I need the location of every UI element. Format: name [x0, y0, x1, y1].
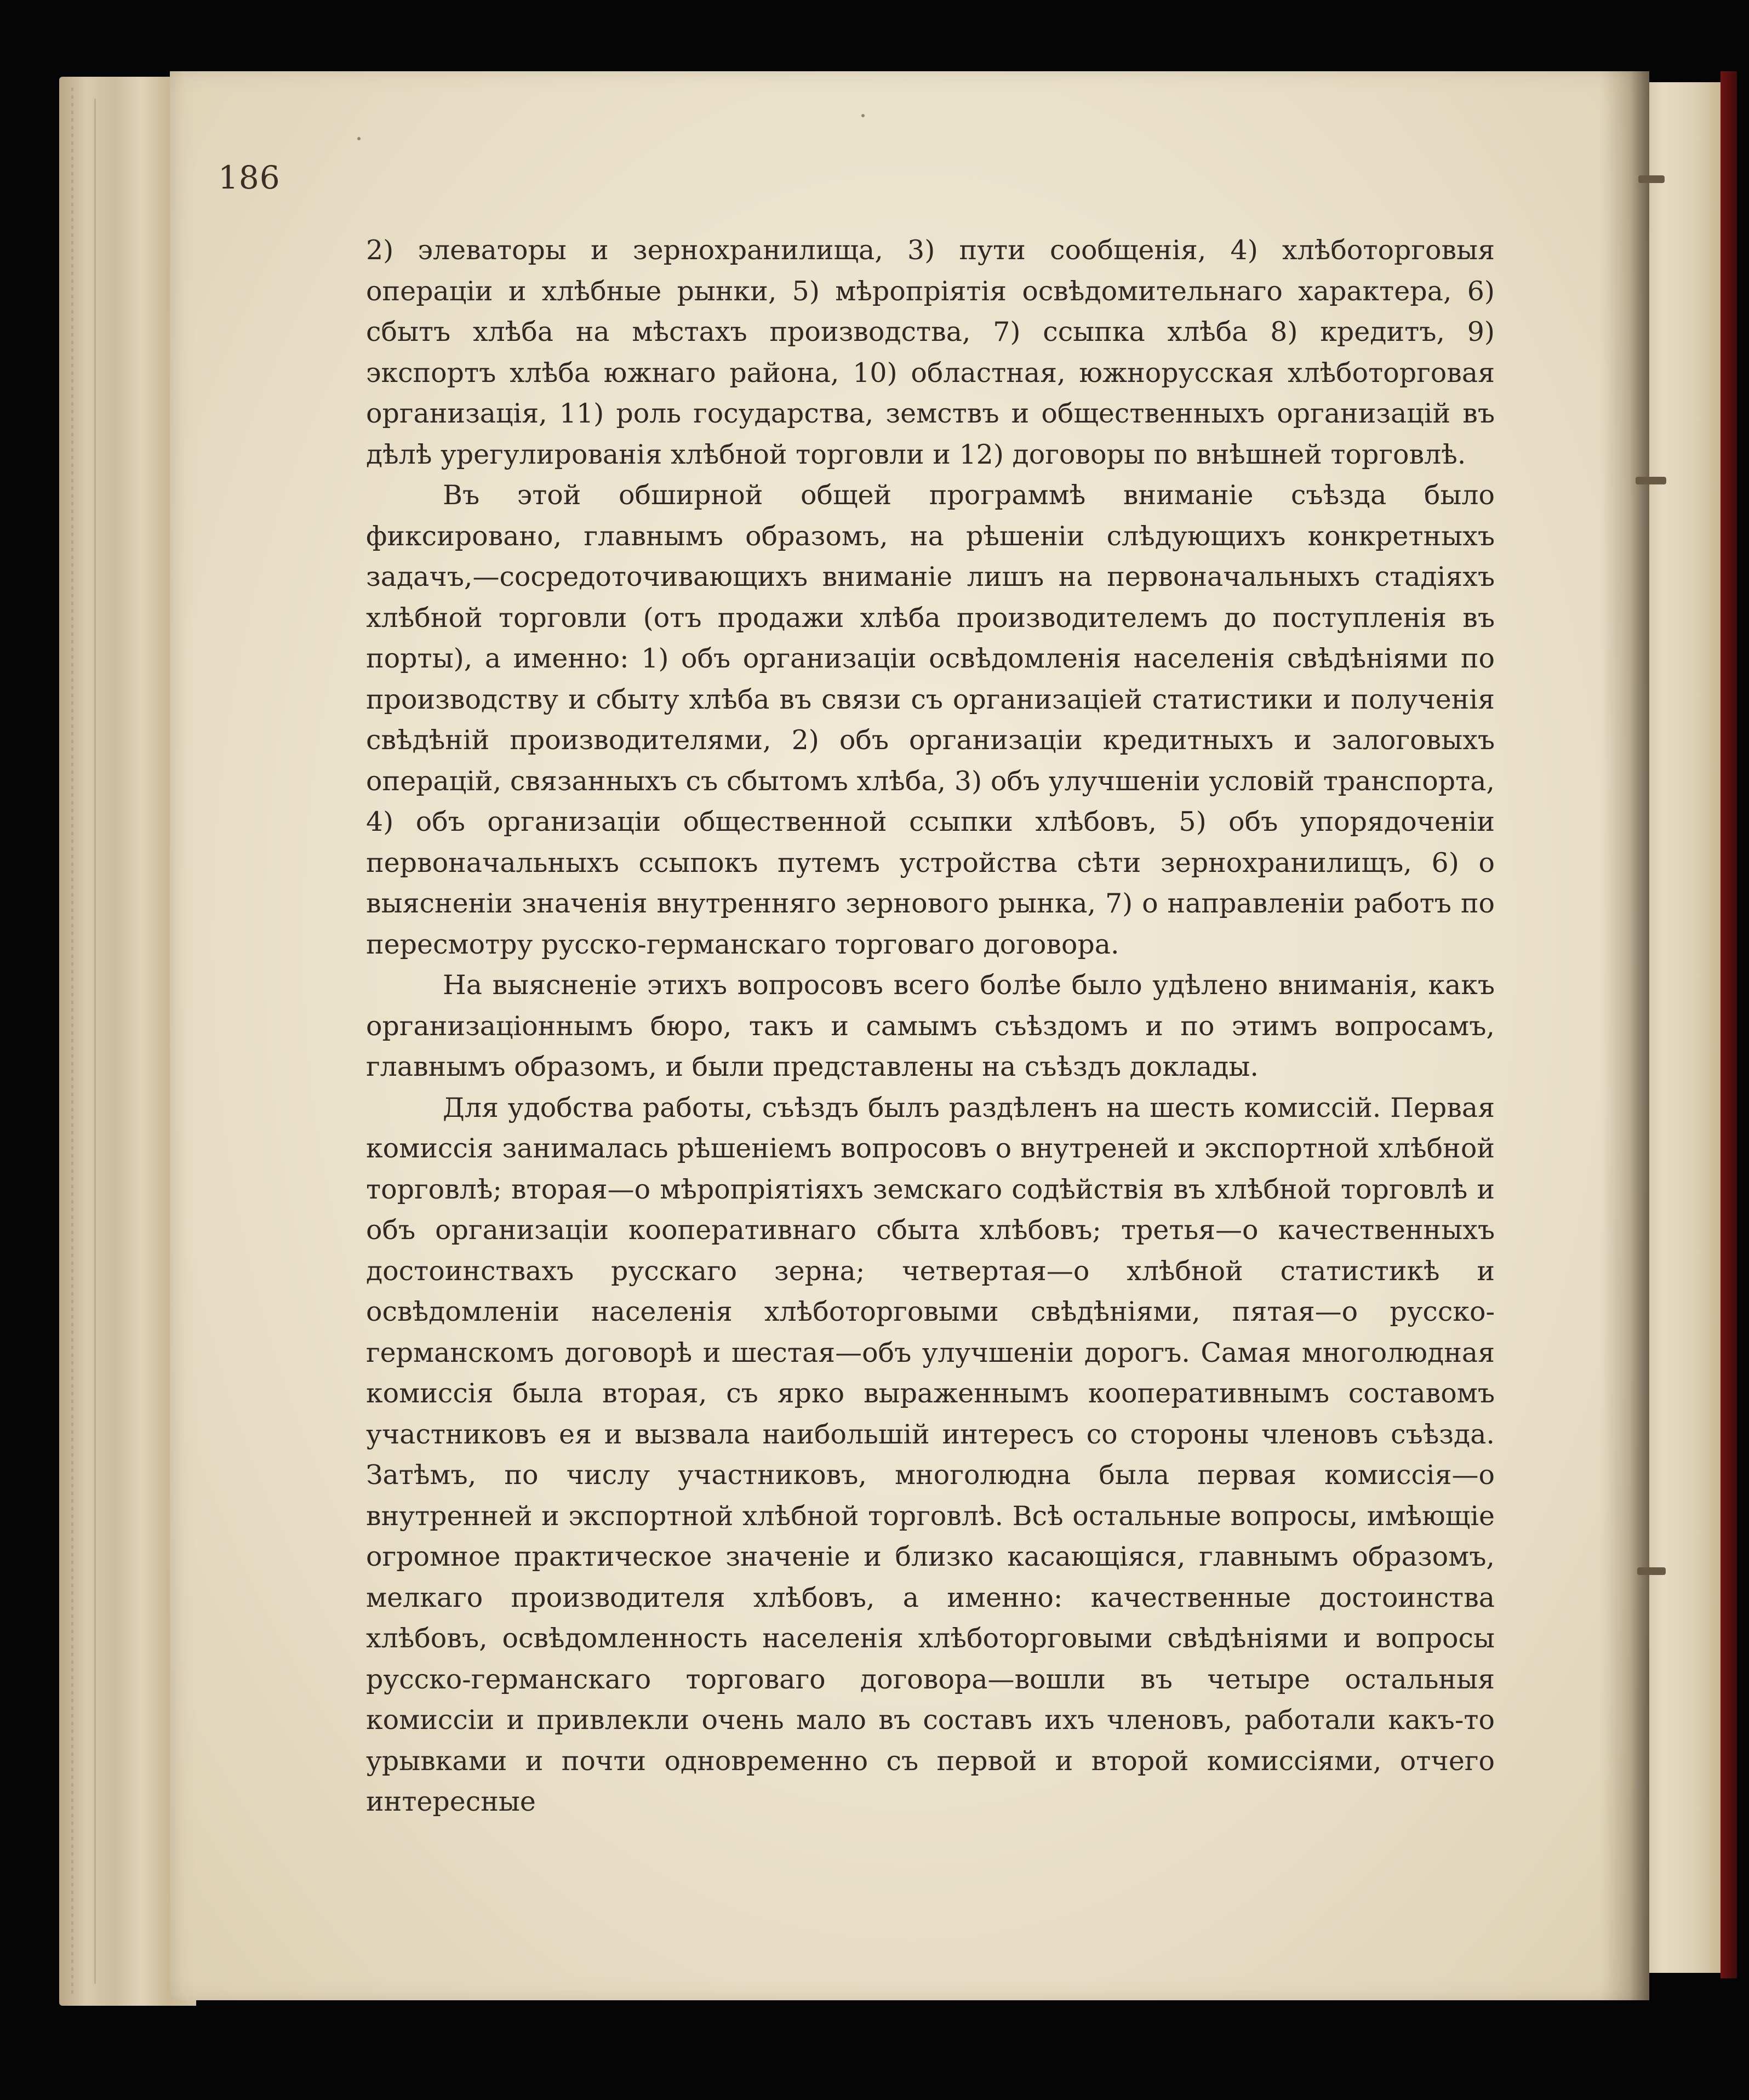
binding-thread: [1638, 175, 1665, 183]
body-text: [366, 230, 1495, 1823]
gutter-shadow: [1600, 71, 1649, 2000]
binding-thread: [1637, 1567, 1666, 1575]
paragraph: Въ этой обширной общей программѣ вниманіе съѣзда было фиксировано, главнымъ образомъ, на рѣшеніи слѣдующихъ конкретныхъ задачъ,—сосредоточивающихъ вниманіе лишъ на первоначальныхъ стадіяхъ хлѣбной торговли (отъ продажи хлѣба производителемъ до поступленія въ порты), а именно: 1) объ организаціи освѣдомленія населенія свѣдѣніями по производству и сбыту хлѣба въ связи съ организаціей статистики и полученія свѣдѣній производителями, 2) объ организаціи кредитныхъ и залоговыхъ операцій, связанныхъ съ сбытомъ хлѣба, 3) объ улучшеніи условій транспорта, 4) объ организаціи общественной ссыпки хлѣбовъ, 5) объ упорядоченіи первоначальныхъ ссыпокъ путемъ устройства сѣти зернохранилищъ, 6) о выясненіи значенія внутренняго зернового рынка, 7) о направленіи работъ по пересмотру русско-германскаго торговаго договора.: [366, 480, 1495, 960]
page-number: 186: [218, 159, 281, 196]
paragraph: Для удобства работы, съѣздъ былъ раздѣленъ на шесть комиссій. Первая комиссія занималась рѣшеніемъ вопросовъ о внутреней и экспортной хлѣбной торговлѣ; вторая—о мѣропріятіяхъ земскаго содѣйствія въ хлѣбной торговлѣ и объ организаціи кооперативнаго сбыта хлѣбовъ; третья—о качественныхъ достоинствахъ русскаго зерна; четвертая—о хлѣбной статистикѣ и освѣдомленіи населенія хлѣботорговыми свѣдѣніями, пятая—о русско-германскомъ договорѣ и шестая—объ улучшеніи дорогъ. Самая многолюдная комиссія была вторая, съ ярко выраженнымъ кооперативнымъ составомъ участниковъ ея и вызвала наибольшій интересъ со стороны членовъ съѣзда. Затѣмъ, по числу участниковъ, многолюдна была первая комиссія—о внутренней и экспортной хлѣбной торговлѣ. Всѣ остальные вопросы, имѣющіе огромное практическое значеніе и близко касающіяся, главнымъ образомъ, мелкаго производителя хлѣбовъ, а именно: качественные достоинства хлѣбовъ, освѣдомленность населенія хлѣботорговыми свѣдѣніями и вопросы русско-германскаго торговаго договора—вошли въ четыре остальныя комиссіи и привлекли очень мало въ составъ ихъ членовъ, работали какъ-то урывками и почти одновременно съ первой и второй комиссіями, отчего интересные: [366, 1092, 1495, 1817]
paragraph: На выясненіе этихъ вопросовъ всего болѣе было удѣлено вниманія, какъ организаціоннымъ бюро, такъ и самымъ съѣздомъ и по этимъ вопросамъ, главнымъ образомъ, и были представлены на съѣздъ доклады.: [366, 969, 1495, 1082]
facing-page: [1638, 82, 1721, 1973]
paper-speck: [861, 114, 865, 117]
paragraph: 2) элеваторы и зернохранилища, 3) пути сообщенія, 4) хлѣботорговыя операціи и хлѣбные рынки, 5) мѣропріятія освѣдомительнаго характера, 6) сбытъ хлѣба на мѣстахъ производства, 7) ссыпка хлѣба 8) кредитъ, 9) экспортъ хлѣба южнаго района, 10) областная, южнорусская хлѣботорговая организація, 11) роль государства, земствъ и общественныхъ организацій въ дѣлѣ урегулированія хлѣбной торговли и 12) договоры по внѣшней торговлѣ.: [366, 235, 1495, 470]
paper-speck: [357, 137, 361, 140]
binding-thread: [1636, 477, 1666, 484]
book-cover-edge: [1721, 71, 1737, 1978]
